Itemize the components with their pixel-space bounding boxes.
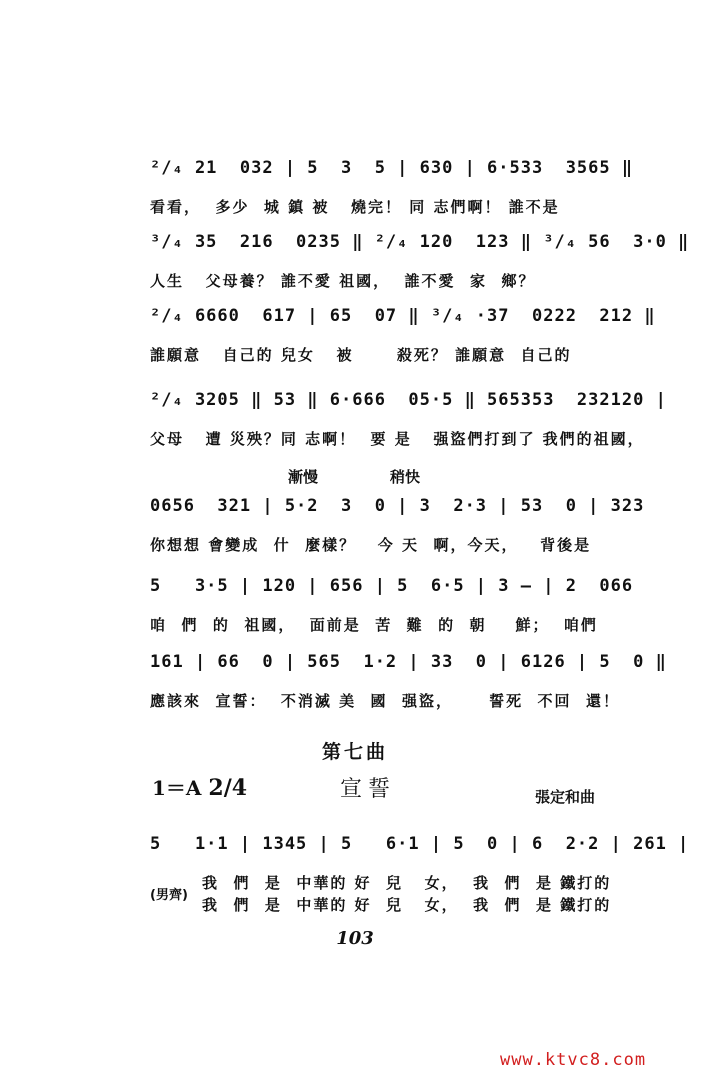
tempo-mark-ritardando: 漸慢 [288,468,319,486]
time-signature: 2/4 [208,775,248,801]
lyrics-line: 看看， 多少 城 鎮 被 燒完！ 同 志們啊！ 誰不是 [150,198,560,216]
lyrics-line: 父母 遭 災殃？同 志啊！ 要 是 强盜們打到了 我們的祖國， [150,430,645,448]
lyrics-line: 誰願意 自己的 兒女 被 殺死？ 誰願意 自己的 [150,346,572,364]
key-signature [152,772,247,801]
notation-line: 5 3·5 | 120 | 656 | 5 6·5 | 3 — | 2 066 [150,576,634,596]
lyrics-line: 人生 父母養？ 誰不愛 祖國， 誰不愛 家 鄉？ [150,272,536,290]
notation-line: 0656 321 | 5·2 3 0 | 3 2·3 | 53 0 | 323 [150,496,645,516]
voice-part-label: (男齊) [150,888,188,903]
notation-line: ²/₄ 3205 ‖ 53 ‖ 6·666 05·5 ‖ 565353 232120 | [150,390,667,410]
page-number: 103 [336,928,374,949]
notation-line: ²/₄ 6660 617 | 65 07 ‖ ³/₄ ·37 0222 212 ‖ [150,306,656,326]
lyrics-line: 應該來 宣誓： 不消滅 美 國 强盜， 誓死 不回 還！ [150,692,621,710]
piece-number-heading: 第七曲 [321,741,388,763]
notation-line: ²/₄ 21 032 | 5 3 5 | 630 | 6·533 3565 ‖ [150,158,634,178]
watermark: www.ktvc8.com [500,1050,647,1070]
notation-line: ³/₄ 35 216 0235 ‖ ²/₄ 120 123 ‖ ³/₄ 56 3·0 ‖ [150,232,690,252]
lyrics-line: 我 們 是 中華的 好 兒 女， 我 們 是 鐵打的 [202,874,612,892]
song-title: 宣誓 [340,777,397,802]
key-label: 1＝A [152,776,202,800]
notation-line: 5 1·1 | 1345 | 5 6·1 | 5 0 | 6 2·2 | 261 | [150,834,690,854]
composer-credit: 張定和曲 [535,788,596,806]
lyrics-line-2: 我 們 是 中華的 好 兒 女， 我 們 是 鐵打的 [202,896,612,914]
tempo-mark-faster: 稍快 [390,468,421,486]
notation-line: 161 | 66 0 | 565 1·2 | 33 0 | 6126 | 5 0 ‖ [150,652,667,672]
lyrics-line: 你想想 會變成 什 麼樣？ 今 天 啊，今天， 背後是 [150,536,592,554]
lyrics-line: 咱 們 的 祖國， 面前是 苦 難 的 朝 鮮； 咱們 [150,616,598,634]
